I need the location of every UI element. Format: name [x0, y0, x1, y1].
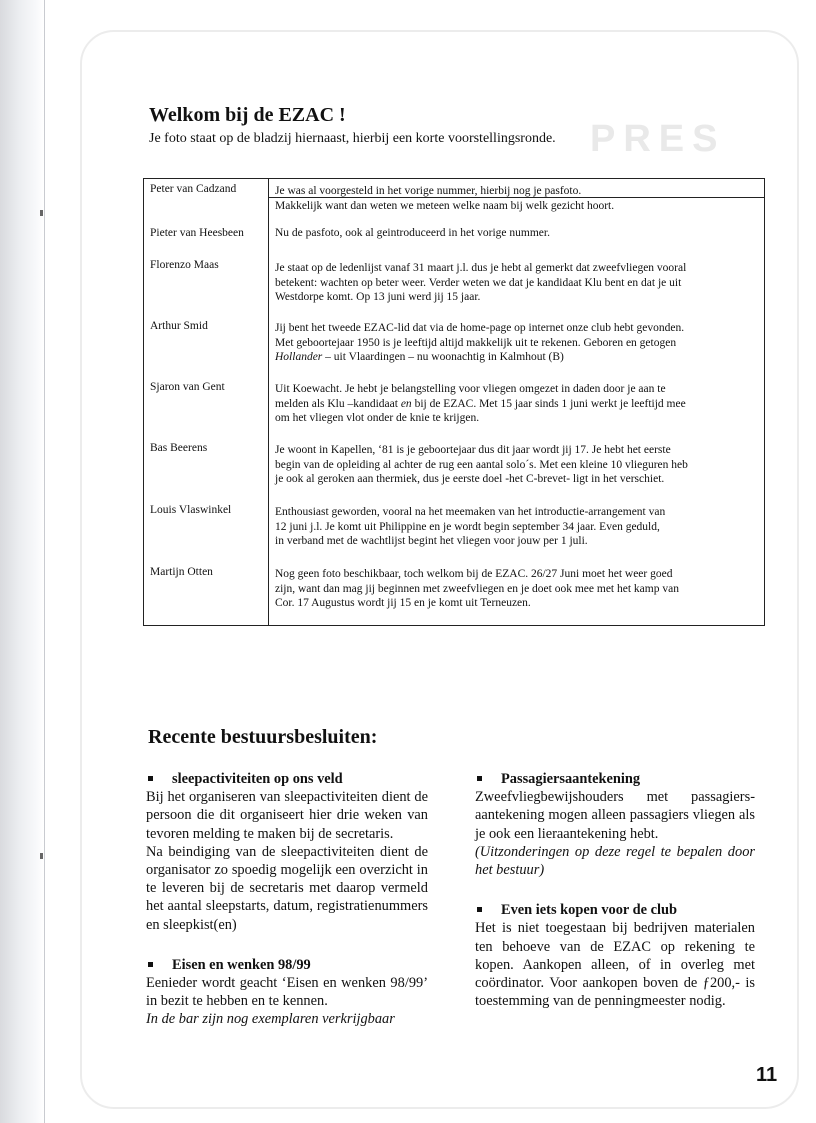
member-name: Pieter van Heesbeen: [150, 227, 244, 239]
member-description: Jij bent het tweede EZAC-lid dat via de home-page op internet onze club hebt gevonden. Met geboortejaar 1950 is je leeftijd altijd makkelijk uit te rekenen. Geboren en getogen Hollander – uit Vlaardingen – nu woonachtig in Kalmhout (B): [275, 322, 685, 364]
item-paragraph: Eenieder wordt geacht ‘Eisen en wenken 98/99’ in bezit te hebben en te kennen.: [146, 975, 428, 1010]
item-heading: Eisen en wenken 98/99: [146, 956, 428, 974]
decisions-left-column: [146, 770, 428, 1029]
member-name: Florenzo Maas: [150, 259, 219, 271]
item-paragraph: Na beindiging van de sleepactiviteiten dient de organisator zo spoedig mogelijk een overzicht in te leveren bij de secretaris met daarop vermeld het aantal sleepstarts, datum, registratienummers en sleepkist(en): [146, 843, 428, 933]
show-through-text: PRES: [590, 118, 726, 160]
member-description: Enthousiast geworden, vooral na het meemaken van het introductie-arrangement van 12 juni j.l. Je komt uit Philippine en je wordt begin september 34 jaar. Even geduld, in verband met de wachtlijst begint het vliegen voor jouw per 1 juli.: [275, 506, 666, 548]
item-heading: sleepactiviteiten op ons veld: [146, 770, 428, 788]
member-description: Je woont in Kapellen, ‘81 is je geboortejaar dus dit jaar wordt jij 17. Je hebt het eerste begin van de opleiding al achter de rug een aantal solo´s. Met een kleine 10 vlieguren heb je ook al geroken aan thermiek, dus je eerste doel -het C-brevet- ligt in het verschiet.: [275, 444, 688, 486]
member-name: Sjaron van Gent: [150, 381, 225, 393]
item-heading: Passagiersaantekening: [475, 770, 755, 788]
item-paragraph: Het is niet toegestaan bij bedrijven materialen ten behoeve van de EZAC op rekening te kopen. Aankopen alleen, of in overleg met coördinator. Voor aankopen boven de ƒ200,- is toestemming van de penningmeester nodig.: [475, 920, 755, 1010]
member-name: Louis Vlaswinkel: [150, 504, 232, 516]
item-paragraph: Bij het organiseren van sleepactiviteiten dient de persoon die dit organiseert hier drie weken van tevoren melding te maken bij de secretaris.: [146, 789, 428, 842]
bullet-icon: [148, 962, 153, 967]
bullet-icon: [148, 776, 153, 781]
member-description: Je was al voorgesteld in het vorige nummer, hierbij nog je pasfoto. Makkelijk want dan weten we meteen welke naam bij welk gezicht hoort.: [275, 185, 615, 212]
member-name: Arthur Smid: [150, 320, 208, 332]
item-note: (Uitzonderingen op deze regel te bepalen door het bestuur): [475, 843, 755, 879]
item-heading: Even iets kopen voor de club: [475, 901, 755, 919]
bullet-icon: [477, 776, 482, 781]
member-table: [143, 178, 765, 626]
decisions-right-column: [475, 770, 755, 1010]
edge-mark: [40, 853, 43, 859]
member-description: Je staat op de ledenlijst vanaf 31 maart j.l. dus je hebt al gemerkt dat zweefvliegen vooral betekent: wachten op beter weer. Verder weten we dat je kandidaat Klu bent en dat je uit Westdorpe komt. Op 13 juni werd jij 15 jaar.: [275, 262, 687, 304]
binding-spine: [0, 0, 44, 1123]
bullet-icon: [477, 907, 482, 912]
item-note: In de bar zijn nog exemplaren verkrijgbaar: [146, 1011, 395, 1028]
page-number: 11: [756, 1064, 778, 1086]
member-name: Bas Beerens: [150, 442, 208, 454]
member-name: Peter van Cadzand: [150, 183, 237, 195]
member-name: Martijn Otten: [150, 566, 213, 578]
member-description: Nog geen foto beschikbaar, toch welkom bij de EZAC. 26/27 Juni moet het weer goed zijn, want dan mag jij beginnen met zweefvliegen en je doet ook mee met het kamp van Cor. 17 Augustus wordt jij 15 en je komt uit Terneuzen.: [275, 568, 679, 610]
spine-edge: [44, 0, 45, 1123]
member-description: Nu de pasfoto, ook al geintroduceerd in het vorige nummer.: [275, 227, 550, 239]
edge-mark: [40, 210, 43, 216]
member-description: Uit Koewacht. Je hebt je belangstelling voor vliegen omgezet in daden door je aan te melden als Klu –kandidaat en bij de EZAC. Met 15 jaar sinds 1 juni werkt je leeftijd mee om het vliegen vlot onder de knie te krijgen.: [275, 383, 686, 425]
table-column-divider: [268, 179, 269, 625]
section-title: Recente bestuursbesluiten:: [148, 726, 378, 748]
intro-text: Je foto staat op de bladzij hiernaast, hierbij een korte voorstellingsronde.: [149, 131, 556, 146]
page-title: Welkom bij de EZAC !: [149, 104, 346, 126]
item-paragraph: Zweefvliegbewijshouders met passagiers-aantekening mogen alleen passagiers vliegen als je ook een lieraantekening hebt.: [475, 789, 755, 842]
